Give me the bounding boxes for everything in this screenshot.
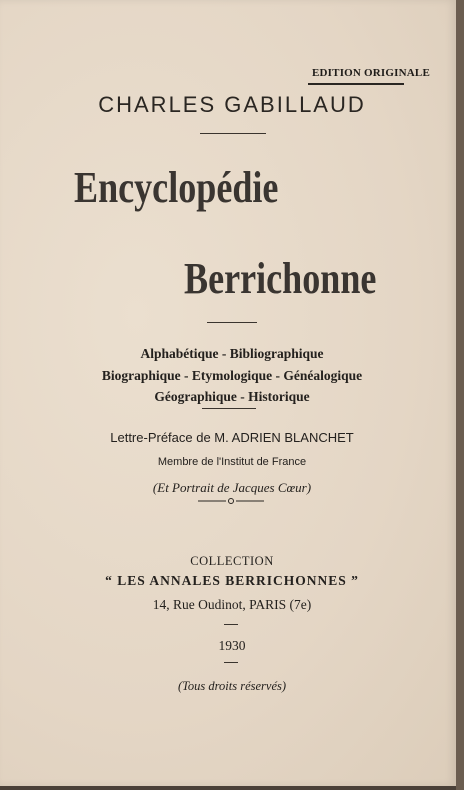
subtitle-line: Géographique - Historique (154, 389, 310, 404)
page-edge (456, 0, 464, 790)
rights-note: (Tous droits réservés) (177, 679, 287, 693)
publication-year: 1930 (218, 638, 246, 653)
collection-name: “ LES ANNALES BERRICHONNES ” (105, 573, 359, 588)
publisher-address: 14, Rue Oudinot, PARIS (7e) (152, 597, 312, 612)
title-line-1: Encyclopédie (74, 163, 279, 212)
edition-badge-underline (308, 83, 404, 85)
divider-rule (200, 133, 266, 134)
divider-rule (202, 408, 256, 409)
preface-line: Lettre-Préface de M. ADRIEN BLANCHET (110, 430, 354, 445)
preface-member-line: Membre de l'Institut de France (157, 456, 307, 468)
edition-badge: EDITION ORIGINALE (312, 67, 431, 79)
title-line-2: Berrichonne (184, 254, 377, 303)
divider-rule (224, 624, 238, 625)
portrait-note: (Et Portrait de Jacques Cœur) (152, 480, 312, 495)
divider-rule (224, 662, 238, 663)
collection-label: COLLECTION (190, 554, 274, 568)
author-name: CHARLES GABILLAUD (98, 92, 366, 117)
subtitle-line: Alphabétique - Bibliographique (140, 346, 324, 361)
divider-rule (207, 322, 257, 323)
subtitle-line: Biographique - Etymologique - Généalogique (101, 368, 363, 383)
ornament-divider (196, 494, 266, 508)
